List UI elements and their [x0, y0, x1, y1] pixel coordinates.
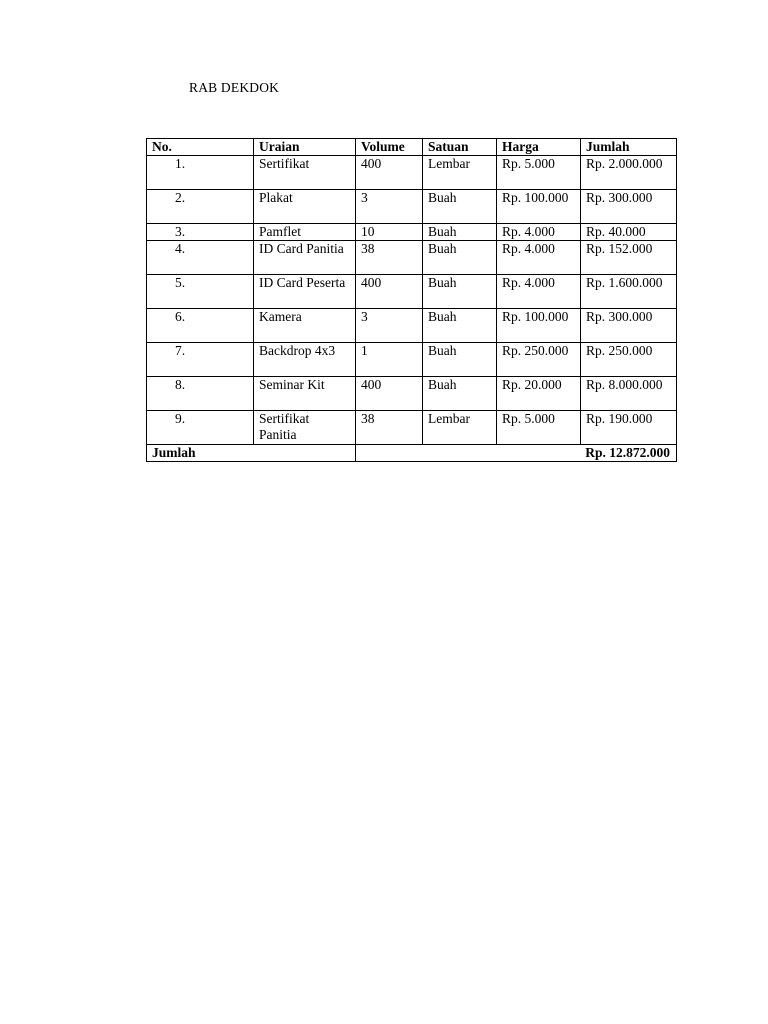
cell-uraian: Backdrop 4x3	[254, 343, 356, 377]
cell-volume: 400	[356, 275, 423, 309]
cell-harga: Rp. 250.000	[497, 343, 581, 377]
cell-satuan: Lembar	[423, 411, 497, 445]
cell-no: 1.	[147, 156, 254, 190]
cell-no: 7.	[147, 343, 254, 377]
cell-harga: Rp. 100.000	[497, 309, 581, 343]
cell-harga: Rp. 4.000	[497, 275, 581, 309]
cell-no: 9.	[147, 411, 254, 445]
header-no: No.	[147, 139, 254, 156]
cell-satuan: Buah	[423, 343, 497, 377]
cell-harga: Rp. 5.000	[497, 156, 581, 190]
cell-harga: Rp. 100.000	[497, 190, 581, 224]
table-header-row	[147, 139, 677, 156]
cell-jumlah: Rp. 1.600.000	[581, 275, 677, 309]
cell-volume: 38	[356, 241, 423, 275]
cell-uraian: ID Card Peserta	[254, 275, 356, 309]
cell-satuan: Buah	[423, 377, 497, 411]
header-harga: Harga	[497, 139, 581, 156]
table-total-row	[147, 445, 677, 462]
cell-jumlah: Rp. 300.000	[581, 309, 677, 343]
budget-table	[146, 138, 677, 462]
cell-satuan: Buah	[423, 275, 497, 309]
cell-volume: 1	[356, 343, 423, 377]
cell-harga: Rp. 20.000	[497, 377, 581, 411]
cell-volume: 400	[356, 377, 423, 411]
cell-volume: 10	[356, 224, 423, 241]
cell-uraian: Pamflet	[254, 224, 356, 241]
header-jumlah: Jumlah	[581, 139, 677, 156]
cell-volume: 3	[356, 309, 423, 343]
table-row	[147, 309, 677, 343]
table-row	[147, 224, 677, 241]
cell-uraian: Sertifikat	[254, 156, 356, 190]
total-value: Rp. 12.872.000	[356, 445, 677, 462]
cell-uraian: Sertifikat Panitia	[254, 411, 356, 445]
header-satuan: Satuan	[423, 139, 497, 156]
cell-uraian: Kamera	[254, 309, 356, 343]
header-volume: Volume	[356, 139, 423, 156]
table-row	[147, 275, 677, 309]
cell-jumlah: Rp. 2.000.000	[581, 156, 677, 190]
cell-satuan: Buah	[423, 190, 497, 224]
cell-harga: Rp. 4.000	[497, 241, 581, 275]
table-row	[147, 156, 677, 190]
table-row	[147, 241, 677, 275]
cell-volume: 400	[356, 156, 423, 190]
cell-no: 8.	[147, 377, 254, 411]
cell-no: 4.	[147, 241, 254, 275]
cell-no: 2.	[147, 190, 254, 224]
cell-satuan: Buah	[423, 241, 497, 275]
cell-harga: Rp. 4.000	[497, 224, 581, 241]
document-title: RAB DEKDOK	[189, 80, 280, 95]
table-row	[147, 343, 677, 377]
cell-jumlah: Rp. 250.000	[581, 343, 677, 377]
cell-harga: Rp. 5.000	[497, 411, 581, 445]
cell-satuan: Buah	[423, 309, 497, 343]
cell-jumlah: Rp. 190.000	[581, 411, 677, 445]
cell-no: 6.	[147, 309, 254, 343]
cell-satuan: Lembar	[423, 156, 497, 190]
table-row	[147, 411, 677, 445]
cell-volume: 38	[356, 411, 423, 445]
header-uraian: Uraian	[254, 139, 356, 156]
table-row	[147, 190, 677, 224]
table-row	[147, 377, 677, 411]
cell-uraian: Seminar Kit	[254, 377, 356, 411]
cell-no: 5.	[147, 275, 254, 309]
total-label: Jumlah	[147, 445, 356, 462]
cell-satuan: Buah	[423, 224, 497, 241]
cell-uraian: Plakat	[254, 190, 356, 224]
cell-volume: 3	[356, 190, 423, 224]
cell-no: 3.	[147, 224, 254, 241]
cell-jumlah: Rp. 40.000	[581, 224, 677, 241]
cell-uraian: ID Card Panitia	[254, 241, 356, 275]
cell-jumlah: Rp. 8.000.000	[581, 377, 677, 411]
cell-jumlah: Rp. 300.000	[581, 190, 677, 224]
cell-jumlah: Rp. 152.000	[581, 241, 677, 275]
